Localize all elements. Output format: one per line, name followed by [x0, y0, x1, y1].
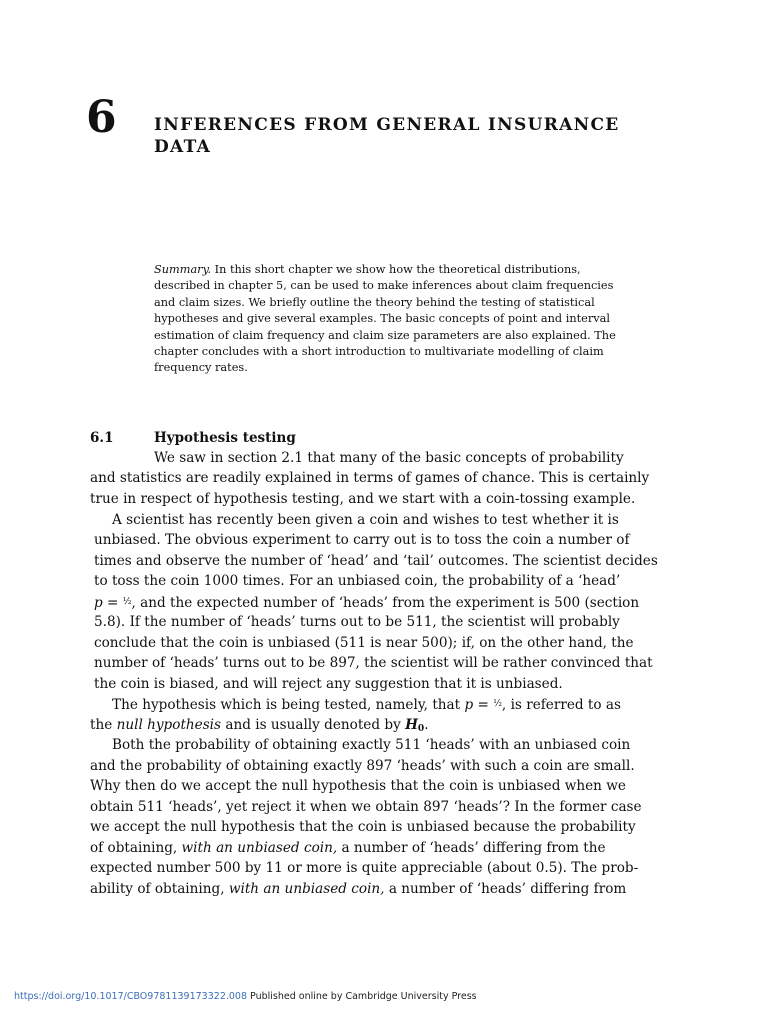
summary-line: and claim sizes. We briefly outline the theory behind the testing of statistical [154, 295, 595, 309]
body-line: unbiased. The obvious experiment to carry out is to toss the coin a number of [94, 532, 630, 548]
body-line: number of ‘heads’ turns out to be 897, the scientist will be rather convinced that [94, 655, 653, 671]
chapter-number: 6 [86, 92, 117, 143]
summary-line: described in chapter 5, can be used to make inferences about claim frequencies [154, 279, 614, 293]
summary-line: chapter concludes with a short introduction to multivariate modelling of claim [154, 345, 604, 359]
body-text-run: of obtaining, [90, 840, 182, 856]
math-h: H [405, 717, 418, 733]
chapter-title [154, 114, 674, 158]
body-text-run: the [90, 717, 117, 733]
body-line [112, 694, 621, 715]
section-number: 6.1 [90, 430, 114, 446]
body-line [90, 879, 626, 899]
emphasis-unbiased-coin: with an unbiased coin, [228, 881, 385, 897]
body-line [94, 592, 639, 613]
body-line: We saw in section 2.1 that many of the basic concepts of probability [154, 450, 624, 466]
published-online-text: Published online by Cambridge University Press [247, 991, 477, 1002]
body-line: expected number 500 by 11 or more is quite appreciable (about 0.5). The prob- [90, 860, 639, 876]
body-line: 5.8). If the number of ‘heads’ turns out to be 511, the scientist will probably [94, 614, 620, 630]
body-text-run: The hypothesis which is being tested, namely, that [112, 697, 465, 713]
section-title: Hypothesis testing [154, 430, 296, 446]
math-fraction-half: ½ [122, 597, 132, 607]
summary-text: In this short chapter we show how the theoretical distributions, [211, 263, 581, 276]
body-text-run: and is usually denoted by [221, 717, 406, 733]
body-text-run: a number of ‘heads’ differing from the [337, 840, 606, 856]
body-text-run: , and the expected number of ‘heads’ from the experiment is 500 (section [131, 595, 640, 611]
body-line: A scientist has recently been given a coin and wishes to test whether it is [112, 512, 619, 528]
summary-line: hypotheses and give several examples. The basic concepts of point and interval [154, 312, 610, 326]
body-line: obtain 511 ‘heads’, yet reject it when we obtain 897 ‘heads’? In the former case [90, 799, 642, 815]
chapter-title-line-2: DATA [154, 137, 212, 157]
emphasis-null-hypothesis: null hypothesis [116, 717, 222, 733]
summary-lead: Summary. [154, 263, 212, 276]
chapter-summary [154, 262, 652, 377]
body-text-run: . [424, 717, 429, 733]
body-line: and the probability of obtaining exactly 897 ‘heads’ with such a coin are small. [90, 758, 635, 774]
summary-line: frequency rates. [154, 361, 248, 375]
math-p: p [464, 697, 474, 713]
summary-line: estimation of claim frequency and claim size parameters are also explained. The [154, 328, 616, 342]
body-text-run: , is referred to as [501, 697, 621, 713]
doi-link[interactable]: https://doi.org/10.1017/CBO9781139173322.008 [14, 991, 248, 1002]
body-text-run: ability of obtaining, [90, 881, 229, 897]
summary-line [154, 262, 652, 278]
page-footer [14, 990, 477, 1004]
body-line: conclude that the coin is unbiased (511 is near 500); if, on the other hand, the [94, 635, 634, 651]
chapter-title-line-1: INFERENCES FROM GENERAL INSURANCE [154, 115, 620, 135]
body-line [90, 838, 606, 858]
body-text-run: a number of ‘heads’ differing from [384, 881, 627, 897]
body-line: Why then do we accept the null hypothesis that the coin is unbiased when we [90, 778, 626, 794]
math-subscript-zero: 0 [417, 724, 425, 734]
body-line: we accept the null hypothesis that the coin is unbiased because the probability [90, 819, 636, 835]
emphasis-unbiased-coin: with an unbiased coin, [181, 840, 338, 856]
body-line: true in respect of hypothesis testing, and we start with a coin-tossing example. [90, 491, 636, 507]
math-equals: = [473, 697, 494, 713]
math-p: p [94, 595, 103, 611]
body-line: Both the probability of obtaining exactly 511 ‘heads’ with an unbiased coin [112, 737, 631, 753]
body-line: times and observe the number of ‘head’ and ‘tail’ outcomes. The scientist decides [94, 553, 658, 569]
body-line: and statistics are readily explained in terms of games of chance. This is certainly [90, 470, 650, 486]
body-line: to toss the coin 1000 times. For an unbiased coin, the probability of a ‘head’ [94, 573, 621, 589]
math-fraction-half: ½ [493, 699, 502, 709]
math-equals: = [102, 595, 123, 611]
body-line: the coin is biased, and will reject any suggestion that it is unbiased. [94, 676, 563, 692]
